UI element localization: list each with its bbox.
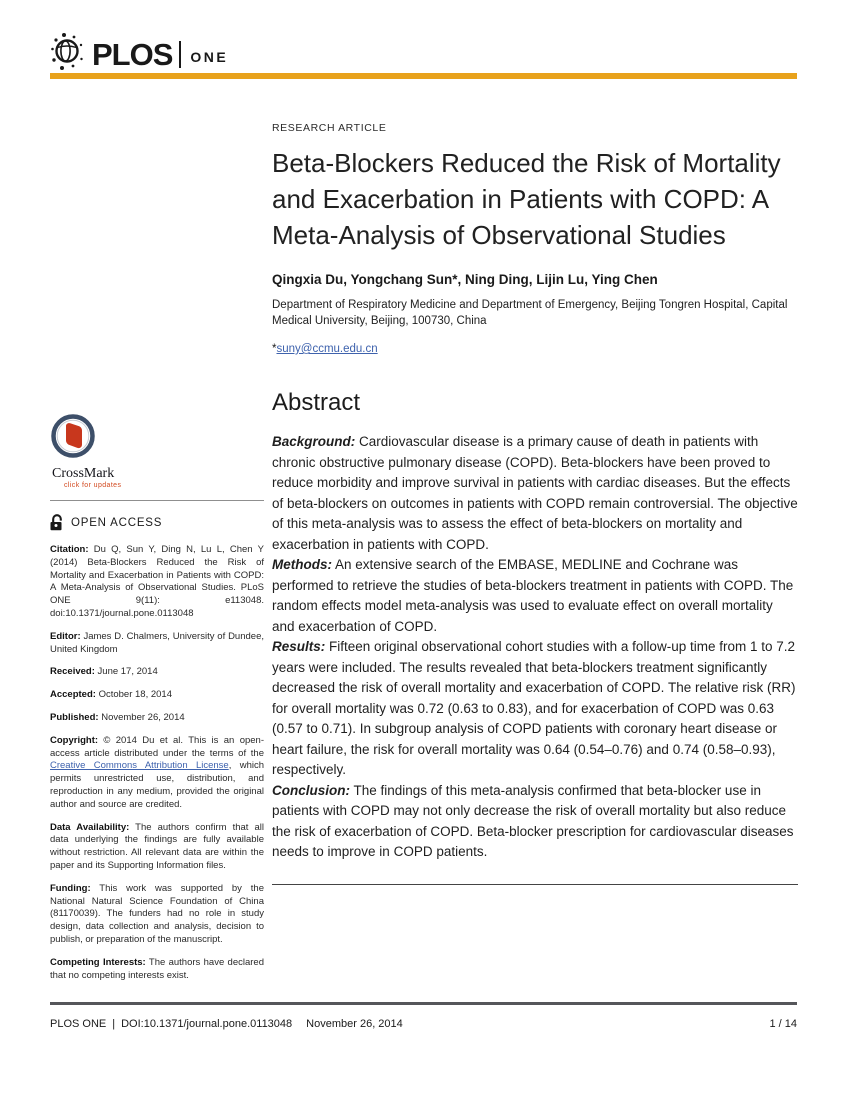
background-label: Background: [272,434,356,449]
funding-entry [50,883,264,947]
citation-label: Citation: [50,544,89,555]
crossmark-subtitle: click for updates [64,482,122,489]
abstract-background [272,432,798,555]
background-text: Cardiovascular disease is a primary cause of death in patients with chronic obstructive pulmonary disease (COPD). Beta-blockers have been proved to reduce morbidity and improve survival in patients with cardiac diseases. But the effects of beta-blockers on outcomes in patients with COPD remain controversial. The objective of this meta-analysis was to assess the effect of beta-blockers on mortality and exacerbation in patients with COPD. [272,434,798,552]
affiliation: Department of Respiratory Medicine and Department of Emergency, Beijing Tongren Hospital, Capital Medical University, Beijing, 100730, China [272,299,788,327]
published-entry [50,712,264,725]
abstract-methods [272,555,798,637]
main-content [272,122,798,885]
header-accent-bar [50,73,797,79]
crossmark-badge[interactable] [50,413,170,489]
article-title: Beta-Blockers Reduced the Risk of Mortality and Exacerbation in Patients with COPD: A Meta-Analysis of Observational Studies [272,148,781,250]
received-text: June 17, 2014 [94,666,158,678]
open-access-row [50,514,264,531]
open-lock-icon [50,514,65,531]
data-availability-text: The authors confirm that all data underlying the findings are fully available without restriction. All relevant data are within the paper and its Supporting Information files. [50,821,264,871]
funding-label: Funding: [50,882,91,894]
data-availability-label: Data Availability: [50,821,130,833]
journal-masthead [50,32,228,77]
received-entry [50,666,264,679]
results-text: Fifteen original observational cohort studies with a follow-up time from 1 to 7.2 years were included. The results revealed that beta-blockers treatment significantly decreased the risk of overall mortality and exacerbation of COPD. The relative risk (RR) for overall mortality was 0.72 (0.63 to 0.83), and for exacerbation of COPD was 0.63 (0.57 to 0.71). In subgroup analysis of COPD patients with coronary heart disease or heart failure, the risk for overall mortality was 0.64 (0.54–0.76) and 0.74 (0.58–0.93), respectively. [272,639,796,777]
footer-rule [50,1002,797,1005]
creative-commons-license-link[interactable]: Creative Commons Attribution License [50,760,229,772]
crossmark-icon [50,413,96,459]
accepted-label: Accepted: [50,689,96,701]
article-metadata [50,544,264,982]
corresponding-email-row [272,343,798,355]
editor-entry [50,631,264,657]
footer-date: November 26, 2014 [306,1018,403,1030]
competing-interests-text: The authors have declared that no competing interests exist. [50,956,265,981]
logo-divider [179,41,181,68]
abstract-body [272,432,798,863]
page-footer [50,1018,797,1030]
abstract-results [272,637,798,781]
footer-separator: | [112,1018,116,1030]
author-list: Qingxia Du, Yongchang Sun*, Ning Ding, Lijin Lu, Ying Chen [272,272,658,287]
abstract-bottom-rule [272,884,798,885]
data-availability-entry [50,822,264,873]
published-text: November 26, 2014 [98,711,185,723]
footer-doi: DOI:10.1371/journal.pone.0113048 [121,1018,293,1030]
copyright-label: Copyright: [50,734,99,746]
editor-text: James D. Chalmers, University of Dundee, United Kingdom [50,630,264,655]
competing-interests-entry [50,957,264,983]
plos-logo-text: PLOS [92,36,173,72]
copyright-entry [50,735,264,812]
open-access-label: OPEN ACCESS [71,517,163,529]
methods-label: Methods: [272,557,332,572]
crossmark-title: CrossMark [52,466,115,481]
accepted-text: October 18, 2014 [95,689,172,701]
citation-text: Du Q, Sun Y, Ding N, Lu L, Chen Y (2014) Beta-Blockers Reduced the Risk of Mortality and Exacerbation in Patients with COPD: A Meta-Analysis of Observational Studies. PLoS ONE 9(11): e113048. doi:10.1371/journal.pone.0113048 [50,544,264,619]
conclusion-label: Conclusion: [272,782,350,798]
copyright-text-after: , which permits unrestricted use, distribution, and reproduction in any medium, provided the original author and source are credited. [50,760,264,810]
results-label: Results: [272,639,326,654]
article-type-kicker: RESEARCH ARTICLE [272,122,387,134]
journal-name: ONE [190,48,229,65]
methods-text: An extensive search of the EMBASE, MEDLINE and Cochrane was performed to retrieve the studies of beta-blockers treatment in patients with COPD. The random effects model meta-analysis was used to evaluate effect on overall mortality and exacerbation of COPD. [272,557,794,634]
received-label: Received: [50,666,95,678]
sidebar-divider [50,500,264,501]
conclusion-text: The findings of this meta-analysis confirmed that beta-blocker use in patients with COPD may not only decrease the risk of overall mortality but also reduce the risk of exacerbation of COPD. Beta-blocker prescription for cardiovascular diseases needs to improve in COPD patients. [272,782,794,859]
footer-journal: PLOS ONE [50,1018,107,1030]
citation-entry [50,544,264,621]
copyright-text-before: © 2014 Du et al. This is an open-access article distributed under the terms of the [50,734,264,759]
published-label: Published: [50,711,99,723]
email-asterisk: * [272,343,277,355]
accepted-entry [50,689,264,702]
editor-label: Editor: [50,630,81,642]
corresponding-email-link[interactable]: suny@ccmu.edu.cn [276,343,378,355]
plos-globe-icon [50,32,86,77]
abstract-heading: Abstract [272,389,361,416]
sidebar [50,413,264,992]
competing-interests-label: Competing Interests: [50,956,146,968]
abstract-conclusion [272,781,798,863]
funding-text: This work was supported by the National Natural Science Foundation of China (81170039). The funders had no role in study design, data collection and analysis, decision to publish, or preparation of the manuscript. [50,882,264,945]
footer-page-number: 1 / 14 [769,1018,797,1030]
